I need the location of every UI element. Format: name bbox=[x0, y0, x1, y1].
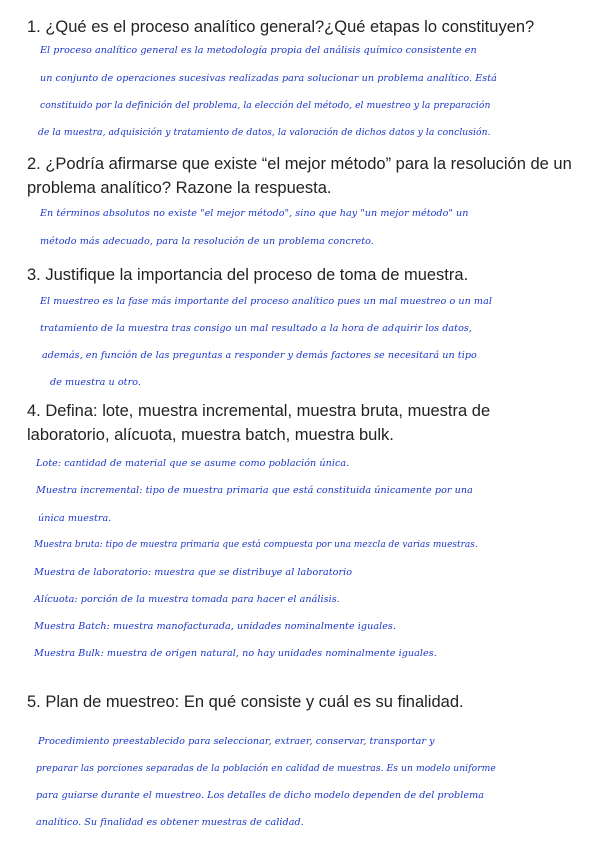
answer-4-line-1: Lote: cantidad de material que se asume como población única. bbox=[36, 458, 350, 469]
question-5: 5. Plan de muestreo: En qué consiste y cuál es su finalidad. bbox=[27, 693, 464, 711]
answer-4-line-6: Alícuota: porción de la muestra tomada para hacer el análisis. bbox=[34, 594, 340, 605]
answer-4-line-2: Muestra incremental: tipo de muestra primaria que está constituida únicamente por una bbox=[36, 485, 473, 496]
answer-1-line-1: El proceso analítico general es la metodología propia del análisis químico consistente en bbox=[40, 45, 477, 56]
answer-4-line-3: única muestra. bbox=[38, 513, 112, 524]
question-4: 4. Defina: lote, muestra incremental, muestra bruta, muestra de laboratorio, alícuota, muestra batch, muestra bulk. bbox=[27, 402, 491, 444]
answer-1-line-4: de la muestra, adquisición y tratamiento de datos, la valoración de dichos datos y la conclusión. bbox=[38, 127, 491, 138]
answer-4-line-4: Muestra bruta: tipo de muestra primaria que está compuesta por una mezcla de varias muestras. bbox=[34, 540, 478, 550]
answer-2-line-2: método más adecuado, para la resolución de un problema concreto. bbox=[40, 236, 374, 247]
answer-4-line-5: Muestra de laboratorio: muestra que se distribuye al laboratorio bbox=[34, 567, 353, 578]
question-3: 3. Justifique la importancia del proceso de toma de muestra. bbox=[27, 266, 469, 284]
answer-3-line-1: El muestreo es la fase más importante del proceso analítico pues un mal muestreo o un mal bbox=[40, 296, 492, 307]
answer-1-line-3: constituido por la definición del problema, la elección del método, el muestreo y la preparación bbox=[40, 100, 491, 111]
answer-1-line-2: un conjunto de operaciones sucesivas realizadas para solucionar un problema analítico. Está bbox=[40, 73, 497, 84]
answer-4-line-8: Muestra Bulk: muestra de origen natural, no hay unidades nominalmente iguales. bbox=[34, 648, 437, 659]
answer-4-line-7: Muestra Batch: muestra manofacturada, unidades nominalmente iguales. bbox=[34, 621, 397, 632]
answer-5-line-1: Procedimiento preestablecido para seleccionar, extraer, conservar, transportar y bbox=[38, 736, 435, 747]
answer-3-line-2: tratamiento de la muestra tras consigo un mal resultado a la hora de adquirir los datos, bbox=[40, 323, 472, 334]
answer-5-line-3: para guiarse durante el muestreo. Los detalles de dicho modelo dependen de del problema bbox=[36, 790, 485, 801]
answer-3-line-4: de muestra u otro. bbox=[50, 377, 141, 388]
answer-5-line-4: analítico. Su finalidad es obtener muestras de calidad. bbox=[36, 817, 304, 828]
question-1: 1. ¿Qué es el proceso analítico general?¿Qué etapas lo constituyen? bbox=[27, 18, 535, 36]
answer-2-line-1: En términos absolutos no existe "el mejor método", sino que hay "un mejor método" un bbox=[40, 208, 469, 219]
answer-5-line-2: preparar las porciones separadas de la población en calidad de muestras. Es un modelo uniforme bbox=[36, 763, 496, 774]
question-2: 2. ¿Podría afirmarse que existe “el mejor método” para la resolución de un problema analítico? Razone la respuesta. bbox=[27, 155, 572, 197]
answer-3-line-3: además, en función de las preguntas a responder y demás factores se necesitará un tipo bbox=[42, 350, 477, 361]
